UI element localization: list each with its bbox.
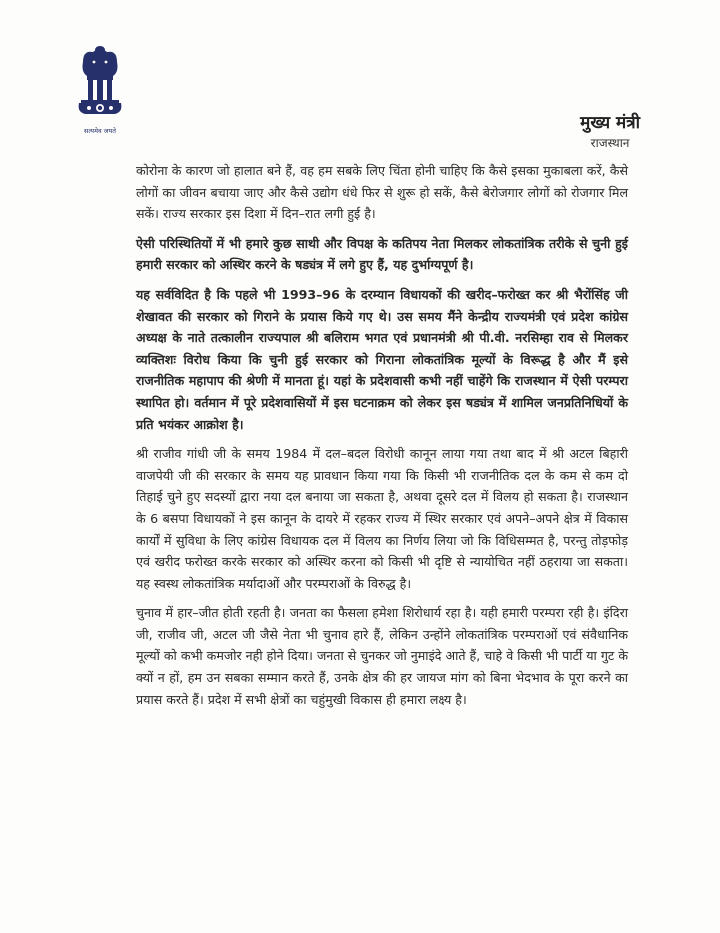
letterhead-emblem <box>62 40 138 140</box>
paragraph-destabilization-attempt: ऐसी परिस्थितियों में भी हमारे कुछ साथी और विपक्ष के कतिपय नेता मिलकर लोकतांत्रिक तरीके से चुनी हुई हमारी सरकार को अस्थिर करने के षड्यंत्र में लगे हुए हैं, यह दुर्भाग्यपूर्ण है। <box>136 235 628 273</box>
paragraph-elections-tradition: चुनाव में हार–जीत होती रहती है। जनता का फैसला हमेशा शिरोधार्य रहा है। यही हमारी परम्परा रही है। इंदिरा जी, राजीव जी, अटल जी जैसे नेता भी चुनाव हारे हैं, लेकिन उन्होंने लोकतांत्रिक परम्पराओं एवं संवैधानिक मूल्यों को कभी कमजोर नही होने दिया। जनता से चुनकर जो नुमाइंदे आते हैं, चाहे वे किसी भी पार्टी या गुट के क्यों न हों, हम उन सबका सम्मान करते हैं, उनके क्षेत्र की हर जायज मांग को बिना भेदभाव के पूरा करने का प्रयास करते हैं। प्रदेश में सभी क्षेत्रों का चहुंमुखी विकास ही हमारा लक्ष्य है। <box>136 605 628 707</box>
designation-state: राजस्थान <box>590 136 630 150</box>
designation-title: मुख्य मंत्री <box>580 113 640 133</box>
letterhead-designation <box>580 112 640 152</box>
paragraph-covid-situation: कोरोना के कारण जो हालात बने हैं, वह हम सबके लिए चिंता होनी चाहिए कि कैसे इसका मुकाबला करें, कैसे लोगों का जीवन बचाया जाए और कैसे उद्योग धंधे फिर से शुरू हो सकें, कैसे बेरोजगार लोगों को रोजगार मिल सकें। राज्य सरकार इस दिशा में दिन–रात लगी हुई है। <box>136 163 628 222</box>
paragraph-anti-defection-law: श्री राजीव गांधी जी के समय 1984 में दल–बदल विरोधी कानून लाया गया तथा बाद में श्री अटल बिहारी वाजपेयी जी की सरकार के समय यह प्रावधान किया गया कि किसी भी राजनीतिक दल के कम से कम दो तिहाई चुने हुए सदस्यों द्वारा नया दल बनाया जा सकता है, अथवा दूसरे दल में विलय हो सकता है। राजस्थान के 6 बसपा विधायकों ने इस कानून के दायरे में रहकर राज्य में स्थिर सरकार एवं अपने–अपने क्षेत्र में विकास कार्यों में सुविधा के लिए कांग्रेस विधायक दल में विलय का निर्णय लिया जो कि विधिसम्मत है, परन्तु तोड़फोड़ एवं खरीद फरोख्त करके सरकार को अस्थिर करना को किसी भी दृष्टि से न्यायोचित नहीं ठहराया जा सकता। यह स्वस्थ लोकतांत्रिक मर्यादाओं और परम्पराओं के विरुद्ध है। <box>136 446 628 591</box>
emblem-motto: सत्यमेव जयते <box>84 127 116 135</box>
state-emblem-icon <box>69 40 131 124</box>
letter-body <box>136 160 628 718</box>
paragraph-history-1993: यह सर्वविदित है कि पहले भी 1993–96 के दरम्यान विधायकों की खरीद–फरोख्त कर श्री भैरोंसिंह जी शेखावत की सरकार को गिराने के प्रयास किये गए थे। उस समय मैंने केन्द्रीय राज्यमंत्री एवं प्रदेश कांग्रेस अध्यक्ष के नाते तत्कालीन राज्यपाल श्री बलिराम भगत एवं प्रधानमंत्री श्री पी.वी. नरसिम्हा राव से मिलकर व्यक्तिशः विरोध किया कि चुनी हुई सरकार को गिराना लोकतांत्रिक मूल्यों के विरूद्ध है और मैं इसे राजनीतिक महापाप की श्रेणी में मानता हूं। यहां के प्रदेशवासी कभी नहीं चाहेंगे कि राजस्थान में ऐसी परम्परा स्थापित हो। वर्तमान में पूरे प्रदेशवासियों में इस घटनाक्रम को लेकर इस षड्यंत्र में शामिल जनप्रतिनिधियों के प्रति भयंकर आक्रोश है। <box>136 286 628 432</box>
